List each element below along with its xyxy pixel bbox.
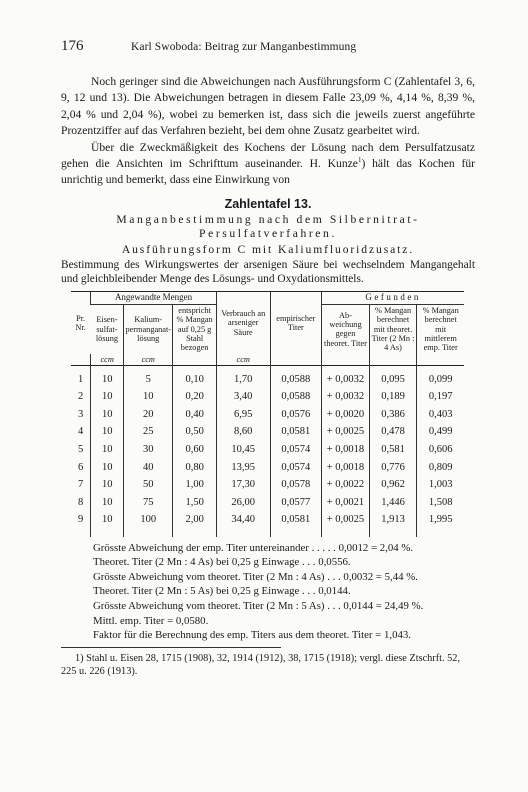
cell-mn-empirical: 0,099	[417, 366, 464, 388]
note-text: Faktor für die Berechnung des emp. Titers aus dem theoret. Titer = 1,043.	[93, 629, 411, 642]
col-header-mn-theoretical: % Mangan berechnet mit theoret. Titer (2 Mn : 4 As)	[369, 304, 417, 354]
page-number: 176	[61, 38, 84, 54]
cell-mn-empirical: 1,508	[417, 493, 464, 511]
cell-mn-theoretical: 0,776	[369, 458, 417, 476]
cell-nr: 5	[77, 443, 84, 455]
cell-emp-titer: 0,0576	[270, 405, 322, 423]
spacer-cell	[322, 529, 370, 537]
table-head	[71, 292, 464, 366]
cell-mn-empirical: 0,499	[417, 423, 464, 441]
cell-consumption: 26,00	[216, 493, 270, 511]
spacer-cell	[417, 529, 464, 537]
cell-mn-empirical: 1,003	[417, 476, 464, 494]
cell-mn-equiv: 0,40	[173, 405, 217, 423]
unit-iron: ccm	[91, 354, 124, 366]
cell-mn-empirical: 1,995	[417, 511, 464, 529]
note-line	[93, 584, 475, 599]
col-header-deviation: Ab-weichung gegen theoret. Titer	[322, 304, 370, 354]
unit-mn-theoretical	[369, 354, 417, 366]
cell-emp-titer: 0,0577	[270, 493, 322, 511]
cell-consumption: 10,45	[216, 441, 270, 459]
cell-mn-theoretical: 1,446	[369, 493, 417, 511]
cell-mn-empirical: 0,809	[417, 458, 464, 476]
col-header-emp-titer: empirischer Titer	[270, 292, 322, 354]
cell-permanganate: 40	[124, 458, 173, 476]
table-row	[71, 366, 464, 388]
table-row	[71, 423, 464, 441]
cell-emp-titer: 0,0574	[270, 441, 322, 459]
spacer-cell	[173, 529, 217, 537]
cell-nr: 6	[77, 461, 84, 473]
cell-permanganate: 75	[124, 493, 173, 511]
cell-mn-equiv: 0,50	[173, 423, 217, 441]
cell-deviation: + 0,0018	[322, 441, 370, 459]
cell-mn-theoretical: 0,962	[369, 476, 417, 494]
spacer-cell	[91, 529, 124, 537]
spacer-cell	[216, 529, 270, 537]
note-text: Grösste Abweichung der emp. Titer untereinander . . . . . 0,0012 = 2,04 %.	[93, 541, 414, 554]
col-header-mn-equiv: entspricht % Mangan auf 0,25 g Stahl bezogen	[173, 304, 217, 354]
cell-mn-equiv: 1,00	[173, 476, 217, 494]
cell-mn-theoretical: 1,913	[369, 511, 417, 529]
cell-mn-equiv: 1,50	[173, 493, 217, 511]
cell-permanganate: 10	[124, 388, 173, 406]
cell-mn-equiv: 0,80	[173, 458, 217, 476]
cell-emp-titer: 0,0581	[270, 423, 322, 441]
col-header-mn-empirical: % Mangan berechnet mit mittlerem emp. Titer	[417, 304, 464, 354]
cell-iron: 10	[91, 441, 124, 459]
cell-deviation: + 0,0022	[322, 476, 370, 494]
cell-nr: 9	[77, 514, 84, 526]
table-row	[71, 458, 464, 476]
cell-deviation: + 0,0020	[322, 405, 370, 423]
unit-mn-empirical	[417, 354, 464, 366]
note-line	[93, 541, 475, 556]
table-row	[71, 405, 464, 423]
cell-permanganate: 30	[124, 441, 173, 459]
data-table	[71, 291, 464, 536]
spacer-cell	[124, 529, 173, 537]
spacer-cell	[369, 529, 417, 537]
group-header-applied: Angewandte Mengen	[91, 292, 217, 304]
unit-emp-titer	[270, 354, 322, 366]
cell-mn-empirical: 0,197	[417, 388, 464, 406]
table-row	[71, 476, 464, 494]
paragraph-1: Noch geringer sind die Abweichungen nach Ausführungsform C (Zahlentafel 3, 6, 9, 12 und 13). Die Abweichungen betragen in diesem Falle 23,09 %, 4,14 %, 8,39 %, 2,04 % und 2,04 %), wobei zu bemerken ist, dass sich die jeweils zuerst angeführte Prozentziffer auf das Verfahren bezieht, bei dem ohne Zusatz gearbeitet wird.	[61, 75, 475, 138]
note-line	[93, 628, 475, 643]
table-row	[71, 388, 464, 406]
cell-permanganate: 100	[124, 511, 173, 529]
footnote-ref: 1	[357, 156, 362, 165]
note-text: Theoret. Titer (2 Mn : 4 As) bei 0,25 g Einwage . . . 0,0556.	[93, 556, 351, 569]
footnote: 1) Stahl u. Eisen 28, 1715 (1908), 32, 1914 (1912), 38, 1715 (1918); vergl. diese Ztschrft. 52, 225 u. 226 (1913).	[61, 652, 461, 677]
cell-iron: 10	[91, 388, 124, 406]
cell-nr: 2	[77, 391, 84, 403]
cell-consumption: 13,95	[216, 458, 270, 476]
cell-iron: 10	[91, 405, 124, 423]
paragraph-2-text: Über die Zweckmäßigkeit des Kochens der Lösung nach dem Persulfatzusatz gehen die Ansichten im Schrifttum auseinander. H. Kunze	[61, 140, 475, 171]
table-spacer-row	[71, 529, 464, 537]
cell-consumption: 1,70	[216, 366, 270, 388]
cell-nr: 3	[77, 408, 84, 420]
cell-mn-empirical: 0,403	[417, 405, 464, 423]
cell-iron: 10	[91, 366, 124, 388]
paragraph-2-cont: hält das Kochen für unrichtig und bemerkt, dass eine Einwirkung von	[61, 157, 475, 187]
footnote-rule	[61, 647, 281, 648]
cell-consumption: 6,95	[216, 405, 270, 423]
cell-iron: 10	[91, 423, 124, 441]
cell-emp-titer: 0,0588	[270, 366, 322, 388]
table-body	[71, 366, 464, 537]
cell-mn-empirical: 0,606	[417, 441, 464, 459]
cell-emp-titer: 0,0574	[270, 458, 322, 476]
unit-nr	[71, 354, 91, 366]
table-description: Bestimmung des Wirkungswertes der arsenigen Säure bei wechselndem Mangangehalt und gleichbleibender Menge des Lösungs- und Oxydationsmittels.	[61, 258, 475, 286]
cell-consumption: 17,30	[216, 476, 270, 494]
table-title: Zahlentafel 13.	[224, 196, 312, 211]
table-subtitle: Manganbestimmung nach dem Silbernitrat-Persulfatverfahren.	[116, 212, 420, 240]
note-text: Theoret. Titer (2 Mn : 5 As) bei 0,25 g Einwage . . . 0,0144.	[93, 585, 351, 598]
page	[61, 38, 475, 678]
unit-mn-equiv	[173, 354, 217, 366]
note-line	[93, 555, 475, 570]
cell-deviation: + 0,0021	[322, 493, 370, 511]
spacer-cell	[71, 529, 91, 537]
table-subtitle-2: Ausführungsform C mit Kaliumfluoridzusatz.	[121, 242, 415, 256]
col-header-permanganate: Kalium-permanganat-lösung	[124, 304, 173, 354]
cell-iron: 10	[91, 511, 124, 529]
cell-nr: 8	[77, 496, 84, 508]
cell-nr: 7	[77, 479, 84, 491]
note-text: Mittl. emp. Titer = 0,0580.	[93, 614, 209, 627]
note-line	[93, 570, 475, 585]
col-header-iron: Eisen-sulfat-lösung	[95, 315, 118, 344]
cell-mn-theoretical: 0,189	[369, 388, 417, 406]
cell-nr: 4	[77, 426, 84, 438]
cell-iron: 10	[91, 493, 124, 511]
cell-mn-equiv: 0,10	[173, 366, 217, 388]
cell-permanganate: 25	[124, 423, 173, 441]
cell-mn-theoretical: 0,478	[369, 423, 417, 441]
cell-deviation: + 0,0025	[322, 511, 370, 529]
cell-mn-theoretical: 0,386	[369, 405, 417, 423]
unit-deviation	[322, 354, 370, 366]
cell-consumption: 3,40	[216, 388, 270, 406]
note-line	[93, 599, 475, 614]
cell-emp-titer: 0,0581	[270, 511, 322, 529]
cell-permanganate: 5	[124, 366, 173, 388]
cell-mn-theoretical: 0,095	[369, 366, 417, 388]
running-title: Karl Swoboda: Beitrag zur Manganbestimmung	[131, 41, 357, 53]
cell-emp-titer: 0,0588	[270, 388, 322, 406]
cell-consumption: 8,60	[216, 423, 270, 441]
cell-deviation: + 0,0025	[322, 423, 370, 441]
col-header-nr: Pr. Nr.	[75, 313, 86, 333]
cell-mn-equiv: 0,60	[173, 441, 217, 459]
note-text: Grösste Abweichung vom theoret. Titer (2 Mn : 4 As) . . . 0,0032 = 5,44 %.	[93, 570, 418, 583]
cell-deviation: + 0,0018	[322, 458, 370, 476]
cell-iron: 10	[91, 458, 124, 476]
paragraph-2: Über die Zweckmäßigkeit des Kochens der Lösung nach dem Persulfatzusatz gehen die Ansichten im Schrifttum auseinander. H. Kunze$^1$) hält das Kochen für unrichtig und bemerkt, dass eine Einwirkung von	[61, 140, 475, 187]
table-row	[71, 511, 464, 529]
cell-nr: 1	[77, 373, 84, 385]
table-row	[71, 493, 464, 511]
cell-emp-titer: 0,0578	[270, 476, 322, 494]
cell-iron: 10	[91, 476, 124, 494]
cell-deviation: + 0,0032	[322, 388, 370, 406]
col-header-consumption: Verbrauch an arseniger Säure	[216, 292, 270, 354]
group-header-found: Gefunden	[322, 292, 464, 304]
note-text: Grösste Abweichung vom theoret. Titer (2 Mn : 5 As) . . . 0,0144 = 24,49 %.	[93, 600, 424, 612]
spacer-cell	[270, 529, 322, 537]
running-header	[61, 38, 475, 55]
cell-mn-equiv: 2,00	[173, 511, 217, 529]
table-row	[71, 441, 464, 459]
unit-permanganate: ccm	[124, 354, 173, 366]
unit-consumption: ccm	[216, 354, 270, 366]
cell-deviation: + 0,0032	[322, 366, 370, 388]
cell-mn-equiv: 0,20	[173, 388, 217, 406]
cell-mn-theoretical: 0,581	[369, 441, 417, 459]
note-line	[93, 614, 475, 629]
cell-permanganate: 20	[124, 405, 173, 423]
table-notes	[93, 541, 475, 643]
cell-permanganate: 50	[124, 476, 173, 494]
cell-consumption: 34,40	[216, 511, 270, 529]
